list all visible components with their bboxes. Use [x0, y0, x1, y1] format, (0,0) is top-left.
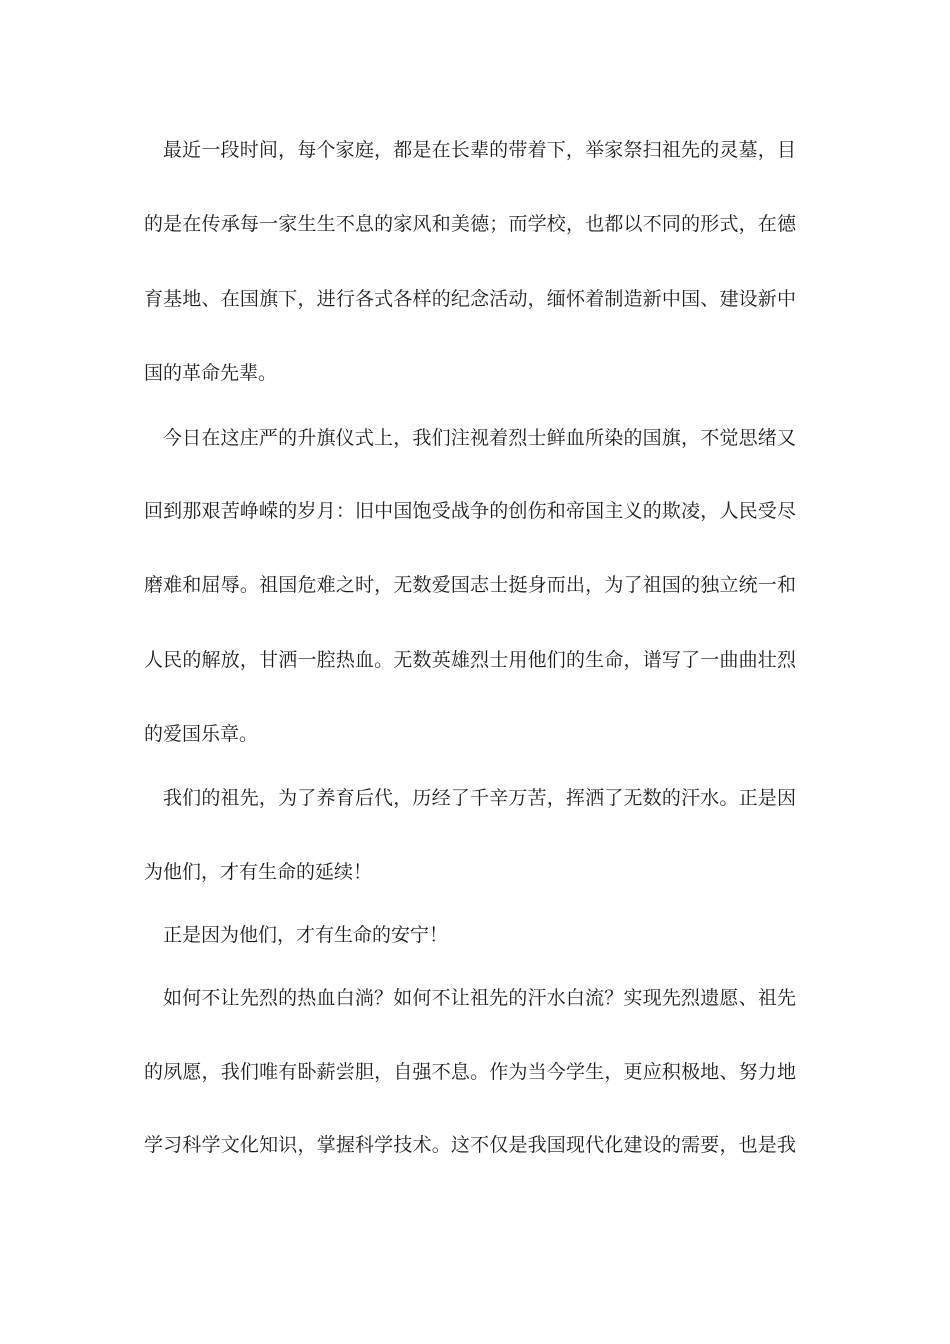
text-line: 育基地、在国旗下，进行各式各样的纪念活动，缅怀着制造新中国、建设新中: [144, 288, 796, 310]
text-line: 磨难和屈辱。祖国危难之时，无数爱国志士挺身而出，为了祖国的独立统一和: [144, 574, 796, 596]
text-line: 如何不让先烈的热血白淌？如何不让祖先的汗水白流？实现先烈遗愿、祖先: [163, 987, 796, 1009]
text-line: 人民的解放，甘洒一腔热血。无数英雄烈士用他们的生命，谱写了一曲曲壮烈: [144, 649, 796, 671]
text-line: 的夙愿，我们唯有卧薪尝胆，自强不息。作为当今学生，更应积极地、努力地: [144, 1061, 796, 1083]
text-line: 的爱国乐章。: [144, 723, 259, 745]
text-line: 我们的祖先，为了养育后代，历经了千辛万苦，挥洒了无数的汗水。正是因: [163, 787, 796, 809]
text-line: 正是因为他们，才有生命的安宁！: [163, 924, 449, 946]
text-line: 国的革命先辈。: [144, 362, 278, 384]
text-line: 为他们，才有生命的延续！: [144, 861, 373, 883]
text-line: 回到那艰苦峥嵘的岁月：旧中国饱受战争的创伤和帝国主义的欺凌，人民受尽: [144, 500, 796, 522]
text-line: 最近一段时间，每个家庭，都是在长辈的带着下，举家祭扫祖先的灵墓，目: [163, 139, 796, 161]
text-line: 学习科学文化知识，掌握科学技术。这不仅是我国现代化建设的需要，也是我: [144, 1134, 796, 1156]
text-line: 的是在传承每一家生生不息的家风和美德；而学校，也都以不同的形式，在德: [144, 213, 796, 235]
text-line: 今日在这庄严的升旗仪式上，我们注视着烈士鲜血所染的国旗，不觉思绪又: [163, 427, 796, 449]
